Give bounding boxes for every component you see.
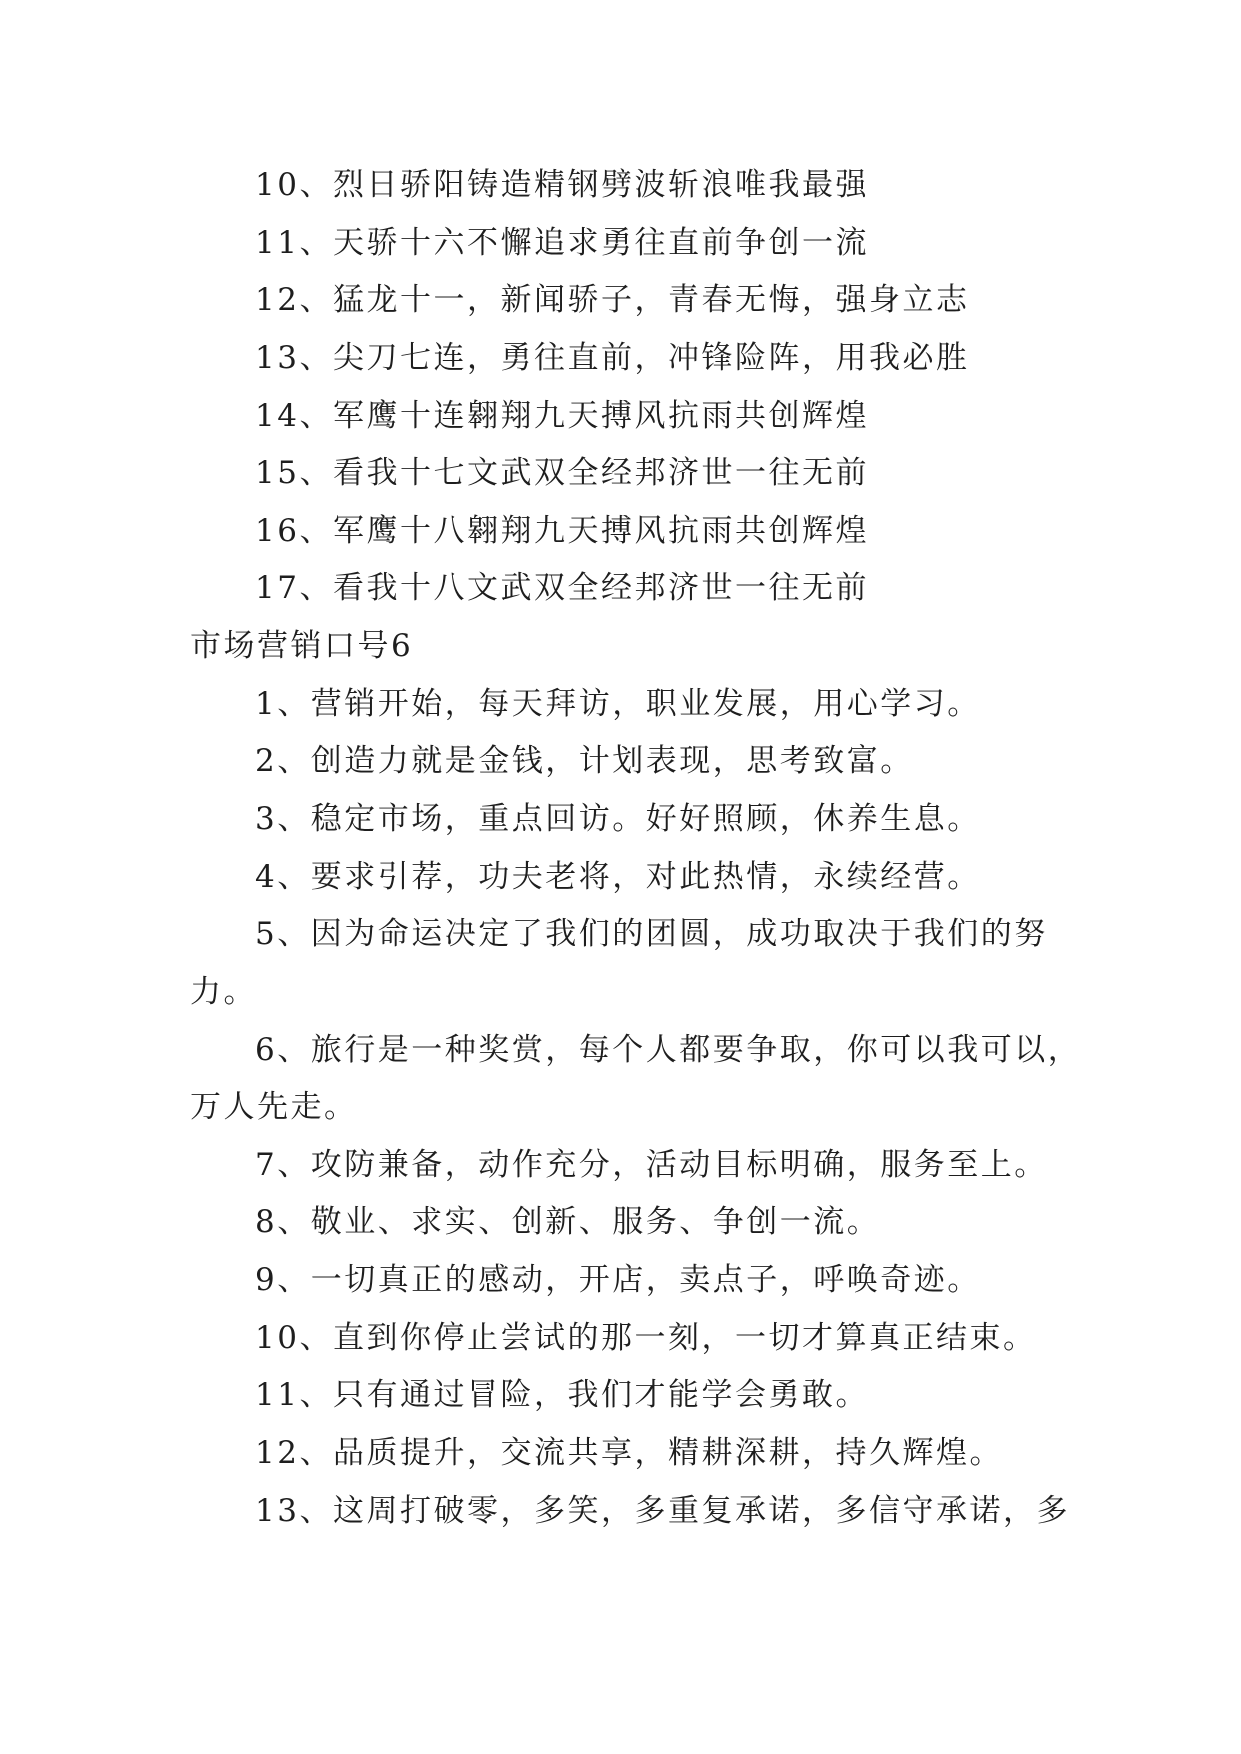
slogan-line-14: 14、军鹰十连翱翔九天搏风抗雨共创辉煌 — [255, 398, 869, 434]
marketing-line-9: 9、一切真正的感动，开店，卖点子，呼唤奇迹。 — [255, 1262, 981, 1298]
section-heading: 市场营销口号6 — [190, 628, 414, 664]
slogan-line-10: 10、烈日骄阳铸造精钢劈波斩浪唯我最强 — [255, 167, 869, 203]
marketing-line-4: 4、要求引荐，功夫老将，对此热情，永续经营。 — [255, 859, 981, 895]
slogan-line-17: 17、看我十八文武双全经邦济世一往无前 — [255, 570, 869, 606]
marketing-line-5-cont: 力。 — [190, 974, 257, 1010]
marketing-line-2: 2、创造力就是金钱，计划表现，思考致富。 — [255, 743, 914, 779]
marketing-line-13: 13、这周打破零，多笑，多重复承诺，多信守承诺，多 — [255, 1493, 1070, 1529]
marketing-line-7: 7、攻防兼备，动作充分，活动目标明确，服务至上。 — [255, 1147, 1048, 1183]
marketing-line-11: 11、只有通过冒险，我们才能学会勇敢。 — [255, 1377, 869, 1413]
marketing-line-10: 10、直到你停止尝试的那一刻，一切才算真正结束。 — [255, 1320, 1037, 1356]
slogan-line-11: 11、天骄十六不懈追求勇往直前争创一流 — [255, 225, 869, 261]
marketing-line-3: 3、稳定市场，重点回访。好好照顾，休养生息。 — [255, 801, 981, 837]
marketing-line-8: 8、敬业、求实、创新、服务、争创一流。 — [255, 1204, 881, 1240]
slogan-line-13: 13、尖刀七连，勇往直前，冲锋险阵，用我必胜 — [255, 340, 970, 376]
slogan-line-15: 15、看我十七文武双全经邦济世一往无前 — [255, 455, 869, 491]
marketing-line-6-cont: 万人先走。 — [190, 1089, 358, 1125]
marketing-line-5: 5、因为命运决定了我们的团圆，成功取决于我们的努 — [255, 916, 1048, 952]
slogan-line-12: 12、猛龙十一，新闻骄子，青春无悔，强身立志 — [255, 282, 970, 318]
marketing-line-1: 1、营销开始，每天拜访，职业发展，用心学习。 — [255, 686, 981, 722]
slogan-line-16: 16、军鹰十八翱翔九天搏风抗雨共创辉煌 — [255, 513, 869, 549]
marketing-line-6: 6、旅行是一种奖赏，每个人都要争取，你可以我可以， — [255, 1032, 1082, 1068]
marketing-line-12: 12、品质提升，交流共享，精耕深耕，持久辉煌。 — [255, 1435, 1003, 1471]
